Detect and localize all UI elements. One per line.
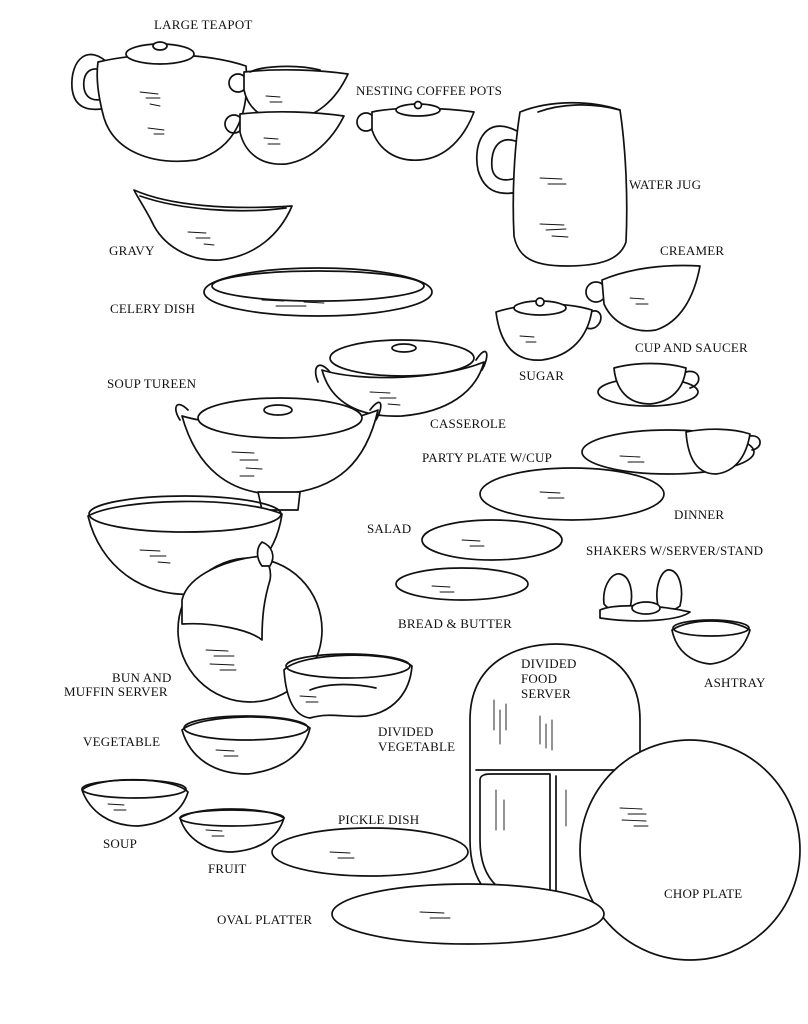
label-divided-food-server-line-3: SERVER [521,686,572,701]
label-bun-and-muffin-server-line-2: MUFFIN SERVER [64,684,168,699]
label-fruit: FRUIT [208,861,247,876]
pickle-dish-drawing [272,828,468,876]
label-shakers-with-server-stand: SHAKERS W/SERVER/STAND [586,543,764,558]
gravy-boat-drawing [134,190,292,260]
shakers-with-stand-drawing [600,570,690,621]
soup-tureen-drawing [176,398,381,510]
water-jug-drawing [477,103,627,266]
label-vegetable: VEGETABLE [83,734,161,749]
label-bun-and-muffin-server-line-1: BUN AND [112,670,172,685]
label-large-teapot: LARGE TEAPOT [154,17,253,32]
label-soup-tureen: SOUP TUREEN [107,376,197,391]
label-sugar: SUGAR [519,368,565,383]
label-salad: SALAD [367,521,412,536]
oval-platter-drawing [332,884,604,944]
label-dinner: DINNER [674,507,725,522]
bread-and-butter-plate-drawing [396,568,528,600]
label-ashtray: ASHTRAY [704,675,766,690]
label-divided-vegetable-line-1: DIVIDED [378,724,434,739]
label-divided-food-server-line-2: FOOD [521,671,558,686]
salad-plate-drawing [422,520,562,560]
creamer-drawing [586,266,700,331]
fruit-bowl-drawing [180,809,284,852]
label-divided-vegetable-line-2: VEGETABLE [378,739,456,754]
vegetable-bowl-drawing [182,716,310,774]
label-soup: SOUP [103,836,138,851]
party-plate-with-cup-drawing [582,429,760,474]
chop-plate-drawing [580,740,800,960]
celery-dish-drawing [204,268,432,316]
label-divided-food-server-line-1: DIVIDED [521,656,577,671]
cup-and-saucer-drawing [598,364,699,407]
divided-vegetable-drawing [284,654,412,718]
label-bread-and-butter: BREAD & BUTTER [398,616,513,631]
nesting-coffee-pots-drawing [225,66,474,164]
large-teapot-drawing [72,42,247,161]
label-nesting-coffee-pots: NESTING COFFEE POTS [356,83,503,98]
label-cup-and-saucer: CUP AND SAUCER [635,340,748,355]
label-pickle-dish: PICKLE DISH [338,812,420,827]
sugar-bowl-drawing [496,298,601,360]
label-party-plate-with-cup: PARTY PLATE W/CUP [422,450,552,465]
dinner-plate-drawing [480,468,664,520]
label-celery-dish: CELERY DISH [110,301,196,316]
soup-bowl-drawing [82,780,188,826]
label-water-jug: WATER JUG [629,177,702,192]
label-creamer: CREAMER [660,243,725,258]
label-chop-plate: CHOP PLATE [664,886,743,901]
ashtray-drawing [672,620,750,664]
label-oval-platter: OVAL PLATTER [217,912,313,927]
label-casserole: CASSEROLE [430,416,507,431]
label-gravy: GRAVY [109,243,155,258]
